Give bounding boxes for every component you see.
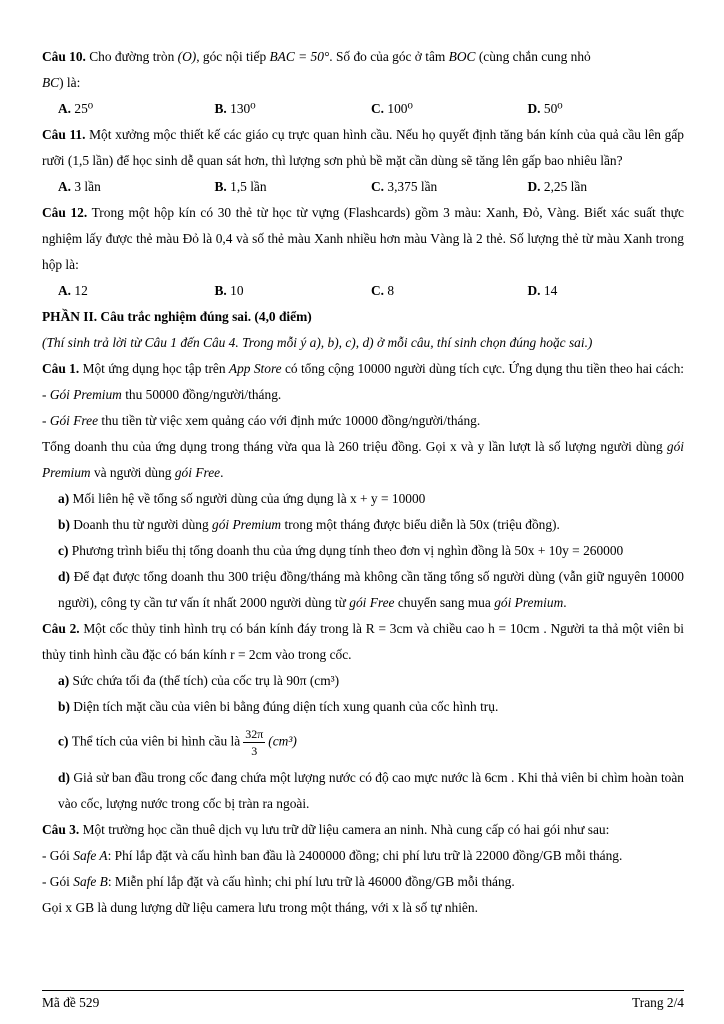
tf-question-2: Câu 2. Một cốc thủy tinh hình trụ có bán kính đáy trong là R = 3cm và chiều cao h = 10cm . Người ta thả một viên bi thủy tinh hình cầu đặc có bán kính r = 2cm vào trong cốc. <box>42 621 684 662</box>
option-a[interactable]: A. 12 <box>58 283 88 298</box>
section-instructions: (Thí sinh trả lời từ Câu 1 đến Câu 4. Trong mỗi ý a), b), c), d) ở mỗi câu, thí sinh chọn đúng hoặc sai.) <box>42 335 593 350</box>
statement-b[interactable]: b) Diện tích mặt cầu của viên bi bằng đúng diện tích xung quanh của cốc hình trụ. <box>58 699 499 714</box>
statement-d[interactable]: d) Giả sử ban đầu trong cốc đang chứa một lượng nước có độ cao mực nước là 6cm . Khi thả viên bi chìm hoàn toàn vào cốc, lượng nước trong cốc bị tràn ra ngoài. <box>58 770 684 811</box>
option-d[interactable]: D. 50⁰ <box>527 101 563 116</box>
option-letter: D. <box>527 179 541 194</box>
fraction: $\frac{32\pi}{3}$ <box>245 727 264 758</box>
section-title: PHẦN II. Câu trắc nghiệm đúng sai. (4,0 điểm) <box>42 309 312 324</box>
option-letter: D. <box>527 101 541 116</box>
option-letter: A. <box>58 179 72 194</box>
option-letter: C. <box>371 101 385 116</box>
option-letter: A. <box>58 283 72 298</box>
answer-options <box>42 96 684 122</box>
question-12: Câu 12. Trong một hộp kín có 30 thẻ từ học từ vựng (Flashcards) gồm 3 màu: Xanh, Đỏ, Vàng. Biết xác suất thực nghiệm lấy được thẻ màu Đỏ là 0,4 và số thẻ màu Xanh nhiều hơn màu Vàng là 2 thẻ. Số lượng thẻ từ màu Xanh trong hộp là: <box>42 205 685 272</box>
option-c[interactable]: C. 100⁰ <box>371 101 413 116</box>
option-letter: C. <box>371 179 385 194</box>
option-letter: C. <box>371 283 385 298</box>
option-d[interactable]: D. 2,25 lần <box>527 179 588 194</box>
option-letter: B. <box>214 283 227 298</box>
option-letter: A. <box>58 101 72 116</box>
option-b[interactable]: B. 1,5 lần <box>214 179 267 194</box>
answer-options <box>42 174 684 200</box>
question-number: Câu 3. <box>42 822 80 837</box>
statement-c[interactable]: c) Thể tích của viên bi hình cầu là $\frac{32\pi}{3}$ (cm³) <box>58 727 297 758</box>
option-d[interactable]: D. 14 <box>527 283 558 298</box>
list-item: - Gói Safe A: Phí lắp đặt và cấu hình ban đầu là 2400000 đồng; chi phí lưu trữ là 22000 đồng/GB mỗi tháng. <box>42 848 623 863</box>
question-number: Câu 2. <box>42 621 80 636</box>
option-a[interactable]: A. 3 lần <box>58 179 101 194</box>
statement-a[interactable]: a) Sức chứa tối đa (thể tích) của cốc trụ là 90π (cm³) <box>58 673 340 688</box>
question-number: Câu 12. <box>42 205 88 220</box>
statement-c[interactable]: c) Phương trình biểu thị tổng doanh thu của ứng dụng tính theo đơn vị nghìn đồng là 50x + 10y = 260000 <box>58 543 624 558</box>
option-b[interactable]: B. 130⁰ <box>214 101 256 116</box>
exam-page <box>42 44 684 921</box>
option-b[interactable]: B. 10 <box>214 283 244 298</box>
question-10: Câu 10. Cho đường tròn (O), góc nội tiếp BAC = 50°. Số đo của góc ở tâm BOC (cùng chắn cung nhỏ BC) là: <box>42 49 591 90</box>
question-number: Câu 11. <box>42 127 86 142</box>
list-item: - Gói Free thu tiền từ việc xem quảng cáo với định mức 10000 đồng/người/tháng. <box>42 413 481 428</box>
paragraph: Gọi x GB là dung lượng dữ liệu camera lưu trong một tháng, với x là số tự nhiên. <box>42 900 478 915</box>
answer-options <box>42 278 684 304</box>
option-a[interactable]: A. 25⁰ <box>58 101 94 116</box>
list-item: - Gói Safe B: Miễn phí lắp đặt và cấu hình; chi phí lưu trữ là 46000 đồng/GB mỗi tháng. <box>42 874 515 889</box>
statement-a[interactable]: a) Mối liên hệ về tổng số người dùng của ứng dụng là x + y = 10000 <box>58 491 426 506</box>
list-item: - Gói Premium thu 50000 đồng/người/tháng. <box>42 387 282 402</box>
option-c[interactable]: C. 8 <box>371 283 395 298</box>
option-c[interactable]: C. 3,375 lần <box>371 179 438 194</box>
option-letter: B. <box>214 179 227 194</box>
tf-question-1: Câu 1. Một ứng dụng học tập trên App Store có tổng cộng 10000 người dùng tích cực. Ứng dụng thu tiền theo hai cách: <box>42 361 684 376</box>
question-11: Câu 11. Một xưởng mộc thiết kế các giáo cụ trực quan hình cầu. Nếu họ quyết định tăng bán kính của quả cầu lên gấp rưỡi (1,5 lần) để học sinh dễ quan sát hơn, thì lượng sơn phủ bề mặt cần dùng sẽ tăng lên gấp bao nhiêu lần? <box>42 127 684 168</box>
option-letter: B. <box>214 101 227 116</box>
paragraph: Tổng doanh thu của ứng dụng trong tháng vừa qua là 260 triệu đồng. Gọi x và y lần lượt là số lượng người dùng gói Premium và người dùng gói Free. <box>42 439 684 480</box>
tf-question-3: Câu 3. Một trường học cần thuê dịch vụ lưu trữ dữ liệu camera an ninh. Nhà cung cấp có hai gói như sau: <box>42 822 610 837</box>
statement-d[interactable]: d) Để đạt được tổng doanh thu 300 triệu đồng/tháng mà không cần tăng tổng số người dùng (vẫn giữ nguyên 10000 người), công ty cần tư vấn ít nhất 2000 người dùng từ gói Free chuyển sang mua gói Premium. <box>58 569 684 610</box>
exam-code: Mã đề 529 <box>42 995 100 1010</box>
page-footer <box>42 990 684 1011</box>
question-number: Câu 1. <box>42 361 80 376</box>
question-number: Câu 10. <box>42 49 86 64</box>
statement-b[interactable]: b) Doanh thu từ người dùng gói Premium trong một tháng được biểu diễn là 50x (triệu đồng). <box>58 517 560 532</box>
page-number: Trang 2/4 <box>632 995 684 1010</box>
option-letter: D. <box>527 283 541 298</box>
